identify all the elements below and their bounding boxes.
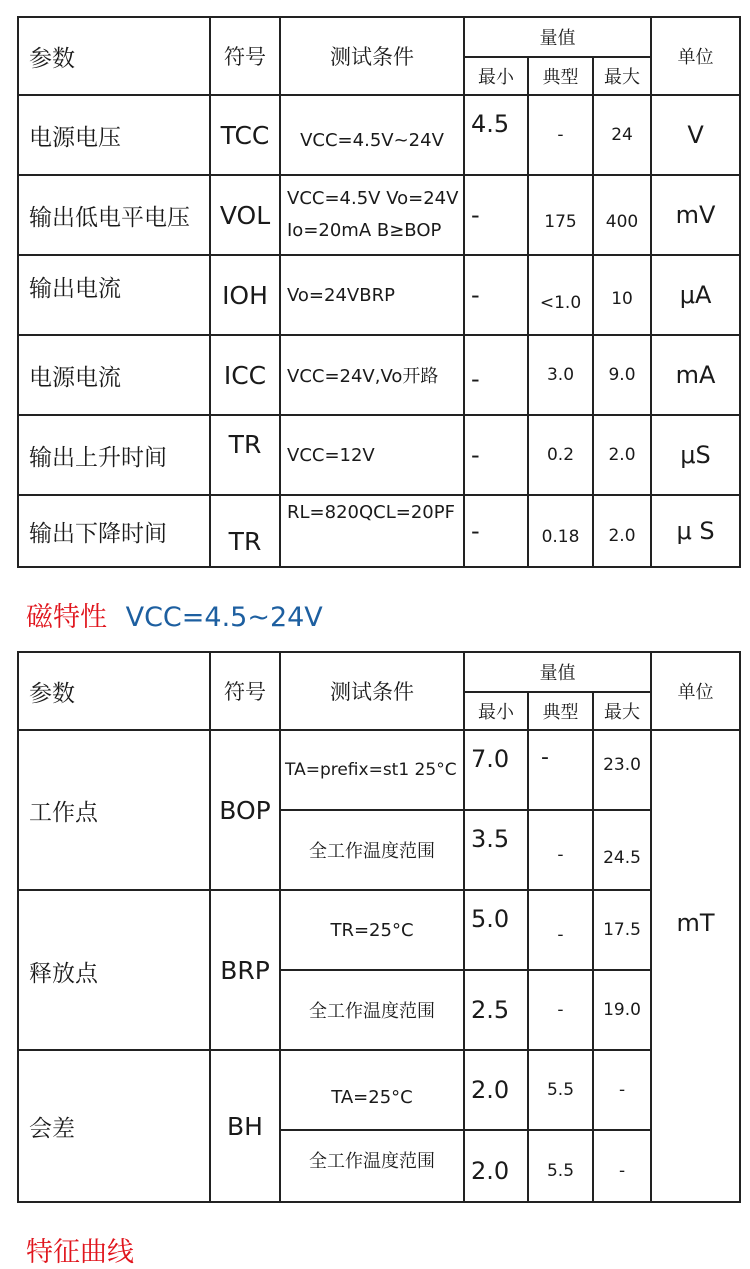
condition-cell: Vo=24VBRP <box>280 255 464 335</box>
header-typ: 典型 <box>528 692 593 730</box>
header-condition: 测试条件 <box>280 17 464 95</box>
param-cell: 输出电流 <box>18 255 210 335</box>
unit-cell: μA <box>651 255 740 335</box>
table-row <box>18 175 740 255</box>
magnetic-section-subtitle: VCC=4.5~24V <box>125 602 323 633</box>
header-unit: 单位 <box>651 17 740 95</box>
header-max: 最大 <box>593 57 651 95</box>
max-cell: 2.0 <box>593 495 651 567</box>
typ-cell: 5.5 <box>528 1050 593 1130</box>
magnetic-section-title: 磁特性 <box>26 602 107 633</box>
min-cell: - <box>464 255 528 335</box>
max-cell: 2.0 <box>593 415 651 495</box>
condition-line: Io=20mA B≥BOP <box>287 220 442 241</box>
min-cell: - <box>464 175 528 255</box>
condition-cell: TA=prefix=st1 25°C <box>280 730 464 810</box>
typ-cell: 3.0 <box>528 335 593 415</box>
condition-cell: 全工作温度范围 <box>280 1130 464 1202</box>
symbol-cell: VOL <box>210 175 280 255</box>
max-cell: 10 <box>593 255 651 335</box>
table-row <box>18 95 740 175</box>
min-cell: - <box>464 415 528 495</box>
header-min: 最小 <box>464 692 528 730</box>
symbol-cell: TCC <box>210 95 280 175</box>
max-cell: 19.0 <box>593 970 651 1050</box>
param-cell: 工作点 <box>18 730 210 890</box>
header-min: 最小 <box>464 57 528 95</box>
symbol-cell: ICC <box>210 335 280 415</box>
min-cell: 3.5 <box>464 810 528 890</box>
min-cell: 5.0 <box>464 890 528 970</box>
typ-cell: 175 <box>528 175 593 255</box>
header-param: 参数 <box>18 17 210 95</box>
unit-cell: mT <box>651 730 740 1202</box>
table-row <box>18 1050 740 1130</box>
header-symbol: 符号 <box>210 17 280 95</box>
condition-cell: VCC=24V,Vo开路 <box>280 335 464 415</box>
max-cell: - <box>593 1130 651 1202</box>
condition-cell: TA=25°C <box>280 1050 464 1130</box>
typ-cell: <1.0 <box>528 255 593 335</box>
param-cell: 释放点 <box>18 890 210 1050</box>
param-cell: 输出上升时间 <box>18 415 210 495</box>
max-cell: - <box>593 1050 651 1130</box>
condition-cell: RL=820QCL=20PF <box>280 495 464 567</box>
max-cell: 400 <box>593 175 651 255</box>
param-cell: 会差 <box>18 1050 210 1202</box>
magnetic-section-heading <box>26 595 323 634</box>
typ-cell: - <box>528 730 593 810</box>
min-cell: 4.5 <box>464 95 528 175</box>
condition-line: VCC=4.5V Vo=24V <box>287 188 459 209</box>
min-cell: 2.0 <box>464 1050 528 1130</box>
symbol-cell: BRP <box>210 890 280 1050</box>
unit-cell: mA <box>651 335 740 415</box>
table-row <box>18 730 740 810</box>
max-cell: 24 <box>593 95 651 175</box>
symbol-cell: IOH <box>210 255 280 335</box>
typ-cell: - <box>528 810 593 890</box>
min-cell: - <box>464 495 528 567</box>
condition-cell: 全工作温度范围 <box>280 970 464 1050</box>
typ-cell: 5.5 <box>528 1130 593 1202</box>
typ-cell: - <box>528 970 593 1050</box>
condition-cell: VCC=4.5V~24V <box>280 95 464 175</box>
min-cell: 7.0 <box>464 730 528 810</box>
max-cell: 17.5 <box>593 890 651 970</box>
symbol-cell: BH <box>210 1050 280 1202</box>
curve-section-title: 特征曲线 <box>26 1237 134 1268</box>
unit-cell: μS <box>651 415 740 495</box>
unit-cell: mV <box>651 175 740 255</box>
electrical-spec-table <box>17 16 741 568</box>
condition-cell <box>280 175 464 255</box>
header-condition: 测试条件 <box>280 652 464 730</box>
header-value: 量值 <box>464 652 651 692</box>
typ-cell: - <box>528 95 593 175</box>
typ-cell: 0.18 <box>528 495 593 567</box>
min-cell: - <box>464 335 528 415</box>
typ-cell: - <box>528 890 593 970</box>
max-cell: 23.0 <box>593 730 651 810</box>
param-cell: 输出下降时间 <box>18 495 210 567</box>
table-row <box>18 415 740 495</box>
param-cell: 输出低电平电压 <box>18 175 210 255</box>
header-max: 最大 <box>593 692 651 730</box>
symbol-cell: TR <box>210 495 280 567</box>
max-cell: 9.0 <box>593 335 651 415</box>
header-typ: 典型 <box>528 57 593 95</box>
header-value: 量值 <box>464 17 651 57</box>
unit-cell: V <box>651 95 740 175</box>
max-cell: 24.5 <box>593 810 651 890</box>
table-row <box>18 890 740 970</box>
typ-cell: 0.2 <box>528 415 593 495</box>
table-row <box>18 335 740 415</box>
min-cell: 2.0 <box>464 1130 528 1202</box>
min-cell: 2.5 <box>464 970 528 1050</box>
symbol-cell: BOP <box>210 730 280 890</box>
header-symbol: 符号 <box>210 652 280 730</box>
condition-cell: VCC=12V <box>280 415 464 495</box>
param-cell: 电源电流 <box>18 335 210 415</box>
unit-cell: μ S <box>651 495 740 567</box>
symbol-cell: TR <box>210 415 280 495</box>
table-row <box>18 255 740 335</box>
condition-cell: TR=25°C <box>280 890 464 970</box>
condition-cell: 全工作温度范围 <box>280 810 464 890</box>
header-unit: 单位 <box>651 652 740 730</box>
table-row <box>18 495 740 567</box>
header-param: 参数 <box>18 652 210 730</box>
param-cell: 电源电压 <box>18 95 210 175</box>
magnetic-spec-table <box>17 651 741 1203</box>
